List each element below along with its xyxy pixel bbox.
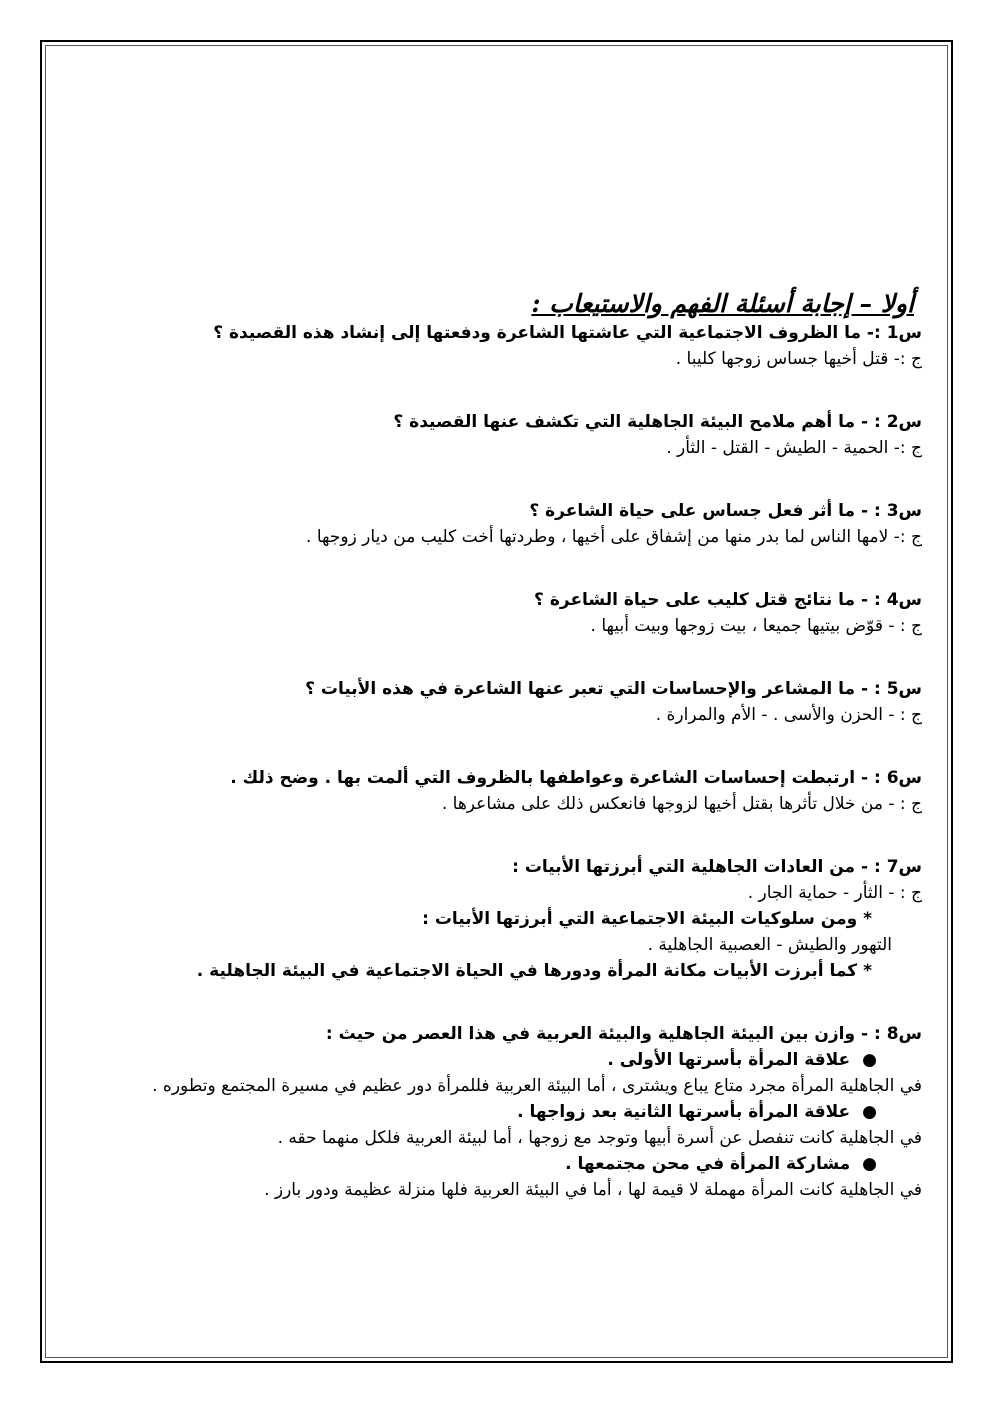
- answer-1: ج :- قتل أخيها جساس زوجها كليبا .: [675, 349, 922, 369]
- question-7-subheading-1: * ومن سلوكيات البيئة الاجتماعية التي أبرزتها الأبيات :: [422, 909, 872, 929]
- bullet-heading-3: مشاركة المرأة في محن مجتمعها .: [565, 1154, 851, 1174]
- question-4: س4 : - ما نتائج قتل كليب على حياة الشاعرة ؟: [534, 590, 922, 610]
- question-3: س3 : - ما أثر فعل جساس على حياة الشاعرة ؟: [529, 501, 922, 521]
- question-7: س7 : - من العادات الجاهلية التي أبرزتها الأبيات :: [512, 857, 922, 877]
- bullet-text-1: في الجاهلية المرأة مجرد متاع يباع ويشترى ، أما البيئة العربية فللمرأة دور عظيم في مسيرة المجتمع وتطوره .: [152, 1076, 922, 1096]
- answer-5: ج : - الحزن والأسى . - الأم والمرارة .: [655, 705, 922, 725]
- question-6: س6 : - ارتبطت إحساسات الشاعرة وعواطفها بالظروف التي ألمت بها . وضح ذلك .: [230, 768, 922, 788]
- bullet-item-2: [80, 1099, 877, 1125]
- bullet-heading-2: علاقة المرأة بأسرتها الثانية بعد زواجها .: [517, 1102, 851, 1122]
- answer-3: ج :- لامها الناس لما بدر منها من إشفاق على أخيها ، وطردتها أخت كليب من ديار زوجها .: [306, 527, 922, 547]
- answer-6: ج : - من خلال تأثرها بقتل أخيها لزوجها فانعكس ذلك على مشاعرها .: [441, 794, 922, 814]
- bullet-icon: ●: [862, 1102, 877, 1122]
- question-2: س2 : - ما أهم ملامح البيئة الجاهلية التي تكشف عنها القصيدة ؟: [393, 412, 922, 432]
- answer-2: ج :- الحمية - الطيش - القتل - الثأر .: [666, 438, 922, 458]
- question-1: س1 :- ما الظروف الاجتماعية التي عاشتها الشاعرة ودفعتها إلى إنشاد هذه القصيدة ؟: [213, 323, 922, 343]
- section-title: أولا – إجابة أسئلة الفهم والاستيعاب :: [531, 289, 914, 318]
- question-7-subanswer-1: التهور والطيش - العصبية الجاهلية .: [647, 935, 892, 955]
- question-8: س8 : - وازن بين البيئة الجاهلية والبيئة العربية في هذا العصر من حيث :: [325, 1024, 922, 1044]
- bullet-heading-1: علاقة المرأة بأسرتها الأولى .: [607, 1050, 851, 1070]
- bullet-item-3: [80, 1151, 877, 1177]
- document-content: [80, 288, 922, 1203]
- answer-7: ج : - الثأر - حماية الجار .: [747, 883, 922, 903]
- question-5: س5 : - ما المشاعر والإحساسات التي تعبر عنها الشاعرة في هذه الأبيات ؟: [305, 679, 922, 699]
- bullet-text-3: في الجاهلية كانت المرأة مهملة لا قيمة لها ، أما في البيئة العربية فلها منزلة عظيمة ودور بارز .: [264, 1180, 922, 1200]
- question-7-subheading-2: * كما أبرزت الأبيات مكانة المرأة ودورها في الحياة الاجتماعية في البيئة الجاهلية .: [196, 961, 872, 981]
- bullet-item-1: [80, 1047, 877, 1073]
- answer-4: ج : - قوّض بيتيها جميعا ، بيت زوجها وبيت أبيها .: [590, 616, 922, 636]
- bullet-icon: ●: [862, 1154, 877, 1174]
- bullet-text-2: في الجاهلية كانت تنفصل عن أسرة أبيها وتوجد مع زوجها ، أما لبيئة العربية فلكل منهما حقه .: [277, 1128, 922, 1148]
- bullet-icon: ●: [862, 1050, 877, 1070]
